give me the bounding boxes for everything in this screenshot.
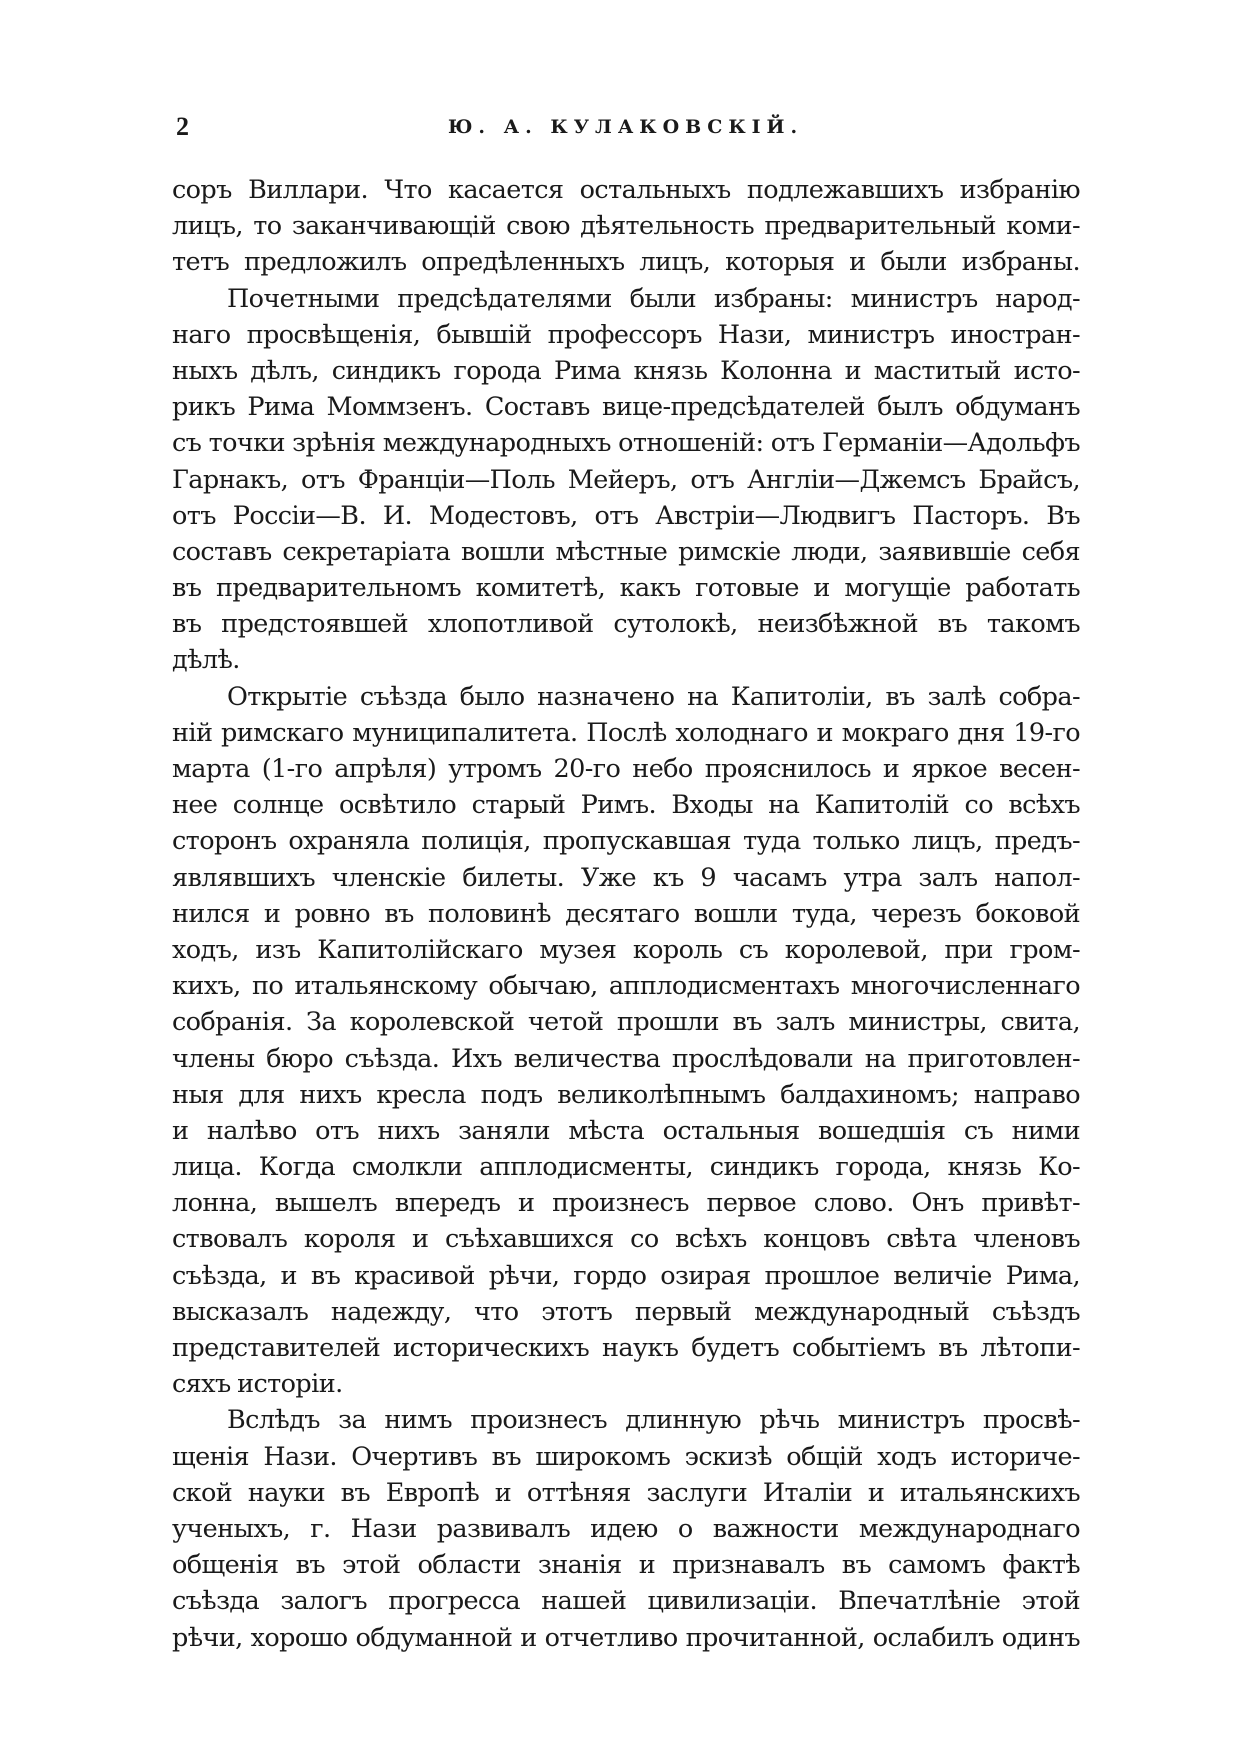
body-text <box>172 172 1080 1656</box>
text-line: ныя для нихъ кресла подъ великолѣпнымъ балдахиномъ; направо <box>172 1079 1080 1110</box>
text-line: и налѣво отъ нихъ заняли мѣста остальныя вошедшія съ ними <box>172 1115 1080 1146</box>
text-line: тетъ предложилъ опредѣленныхъ лицъ, которыя и были избраны. <box>172 247 1080 278</box>
text-line: составъ секретаріата вошли мѣстные римскіе люди, заявившіе себя <box>172 536 1080 567</box>
text-line: марта (1-го апрѣля) утромъ 20-го небо прояснилось и яркое весен- <box>172 754 1080 784</box>
text-line: наго просвѣщенія, бывшій профессоръ Нази, министръ иностран- <box>172 319 1080 350</box>
text-line: Почетными предсѣдателями были избраны: министръ народ- <box>227 283 1080 314</box>
text-line: Открытіе съѣзда было назначено на Капитоліи, въ залѣ собра- <box>227 681 1080 712</box>
text-line: съѣзда, и въ красивой рѣчи, гордо озирая прошлое величіе Рима, <box>172 1260 1080 1291</box>
text-line: сторонъ охраняла полиція, пропускавшая туда только лицъ, предъ- <box>172 826 1080 857</box>
text-line: Гарнакъ, отъ Франціи—Поль Мейеръ, отъ Англіи—Джемсъ Брайсъ, <box>172 464 1080 495</box>
text-line: въ предстоявшей хлопотливой сутолокѣ, неизбѣжной въ такомъ <box>172 609 1080 640</box>
text-line: лицъ, то заканчивающій свою дѣятельность предварительный коми- <box>172 211 1080 242</box>
text-line: ныхъ дѣлъ, синдикъ города Рима князь Колонна и маститый исто- <box>172 355 1080 386</box>
text-line: общенія въ этой области знанія и признавалъ въ самомъ фактѣ <box>172 1550 1080 1581</box>
text-line: ній римскаго муниципалитета. Послѣ холоднаго и мокраго дня 19-го <box>172 717 1080 748</box>
text-line: съ точки зрѣнія международныхъ отношеній: отъ Германіи—Адольфъ <box>172 428 1080 459</box>
page-number: 2 <box>176 112 189 141</box>
text-line: щенія Нази. Очертивъ въ широкомъ эскизѣ общій ходъ историче- <box>172 1441 1080 1472</box>
text-line: ской науки въ Европѣ и оттѣняя заслуги Италіи и итальянскихъ <box>172 1477 1080 1508</box>
text-line: отъ Россіи—В. И. Модестовъ, отъ Австріи—Людвигъ Пасторъ. Въ <box>172 500 1080 531</box>
text-line: рикъ Рима Моммзенъ. Составъ вице-предсѣдателей былъ обдуманъ <box>172 392 1080 423</box>
text-line: лонна, вышелъ впередъ и произнесъ первое слово. Онъ привѣт- <box>172 1188 1080 1219</box>
text-line: представителей историческихъ наукъ будетъ событіемъ въ лѣтопи- <box>172 1333 1080 1363</box>
text-line: дѣлѣ. <box>172 645 240 676</box>
text-line: нился и ровно въ половинѣ десятаго вошли туда, черезъ боковой <box>172 898 1080 929</box>
text-line: члены бюро съѣзда. Ихъ величества прослѣдовали на приготовлен- <box>172 1043 1080 1074</box>
text-line: въ предварительномъ комитетѣ, какъ готовые и могущіе работать <box>172 573 1080 604</box>
text-line: собранія. За королевской четой прошли въ залъ министры, свита, <box>172 1007 1080 1038</box>
page-header <box>176 112 1075 152</box>
text-line: соръ Виллари. Что касается остальныхъ подлежавшихъ избранію <box>172 175 1080 205</box>
text-line: сяхъ исторіи. <box>172 1369 343 1400</box>
text-line: ходъ, изъ Капитолійскаго музея король съ королевой, при гром- <box>172 934 1080 965</box>
text-line: высказалъ надежду, что этотъ первый международный съѣздъ <box>172 1296 1080 1327</box>
text-line: съѣзда залогъ прогресса нашей цивилизаціи. Впечатлѣніе этой <box>172 1586 1080 1617</box>
text-line: ствовалъ короля и съѣхавшихся со всѣхъ концовъ свѣта членовъ <box>172 1224 1080 1255</box>
text-line: нее солнце освѣтило старый Римъ. Входы на Капитолій со всѣхъ <box>172 790 1080 821</box>
text-line: являвшихъ членскіе билеты. Уже къ 9 часамъ утра залъ напол- <box>172 862 1080 893</box>
text-line: Вслѣдъ за нимъ произнесъ длинную рѣчь министръ просвѣ- <box>227 1405 1080 1436</box>
text-line: лица. Когда смолкли апплодисменты, синдикъ города, князь Ко- <box>172 1152 1080 1183</box>
text-line: рѣчи, хорошо обдуманной и отчетливо прочитанной, ослабилъ одинъ <box>172 1622 1080 1653</box>
running-head: Ю. А. КУЛАКОВСКІЙ. <box>447 116 804 138</box>
text-line: кихъ, по итальянскому обычаю, апплодисментахъ многочисленнаго <box>172 971 1080 1002</box>
text-line: ученыхъ, г. Нази развивалъ идею о важности международнаго <box>172 1513 1080 1544</box>
